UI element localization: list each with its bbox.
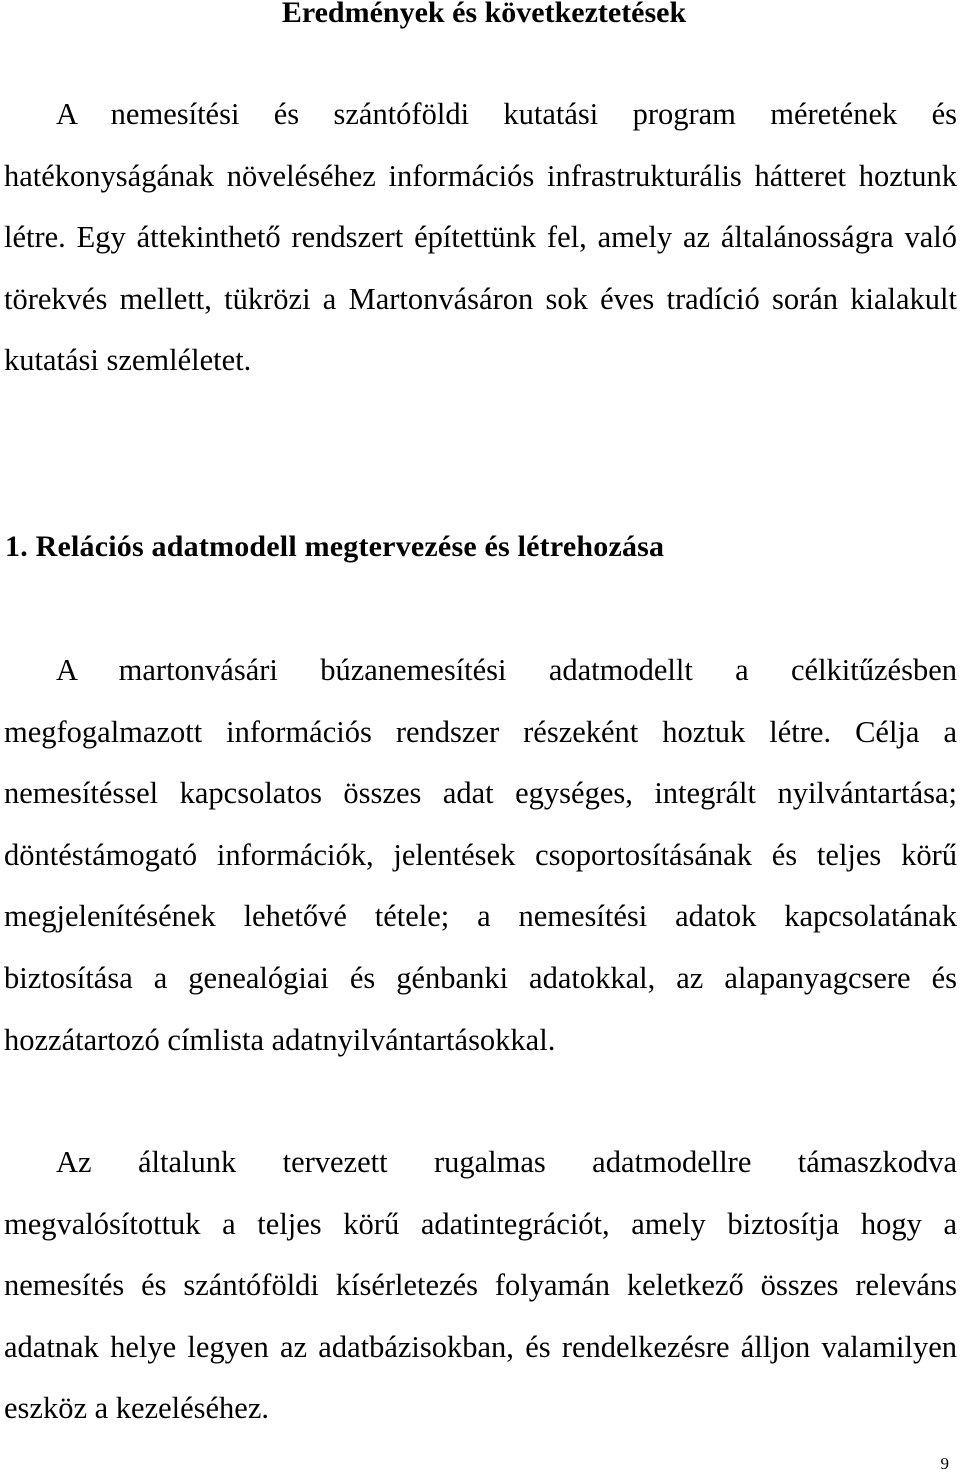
section-heading: 1. Relációs adatmodell megtervezése és létrehozása — [5, 530, 665, 563]
section-paragraph: Az általunk tervezett rugalmas adatmodellre támaszkodva megvalósítottuk a teljes körű adatintegrációt, amely biztosítja hogy a nemesítés és szántóföldi kísérletezés folyamán keletkező összes releváns adatnak helye legyen az adatbázisokban, és rendelkezésre álljon valamilyen eszköz a kezeléséhez. — [4, 1145, 957, 1426]
page-number: 9 — [940, 1454, 949, 1473]
page-title: Eredmények és következtetések — [281, 0, 687, 29]
section-paragraph: A martonvásári búzanemesítési adatmodellt a célkitűzésben megfogalmazott információs rendszer részeként hoztuk létre. Célja a nemesítéssel kapcsolatos összes adat egységes, integrált nyilvántartása; döntéstámogató információk, jelentések csoportosításának és teljes körű megjelenítésének lehetővé tétele; a nemesítési adatok kapcsolatának biztosítása a genealógiai és génbanki adatokkal, az alapanyagcsere és hozzátartozó címlista adatnyilvántartásokkal. — [4, 653, 957, 1057]
intro-paragraph: A nemesítési és szántóföldi kutatási program méretének és hatékonyságának növeléséhez információs infrastrukturális hátteret hoztunk létre. Egy áttekinthető rendszert építettünk fel, amely az általánosságra való törekvés mellett, tükrözi a Martonvásáron sok éves tradíció során kialakult kutatási szemléletet. — [4, 97, 957, 378]
